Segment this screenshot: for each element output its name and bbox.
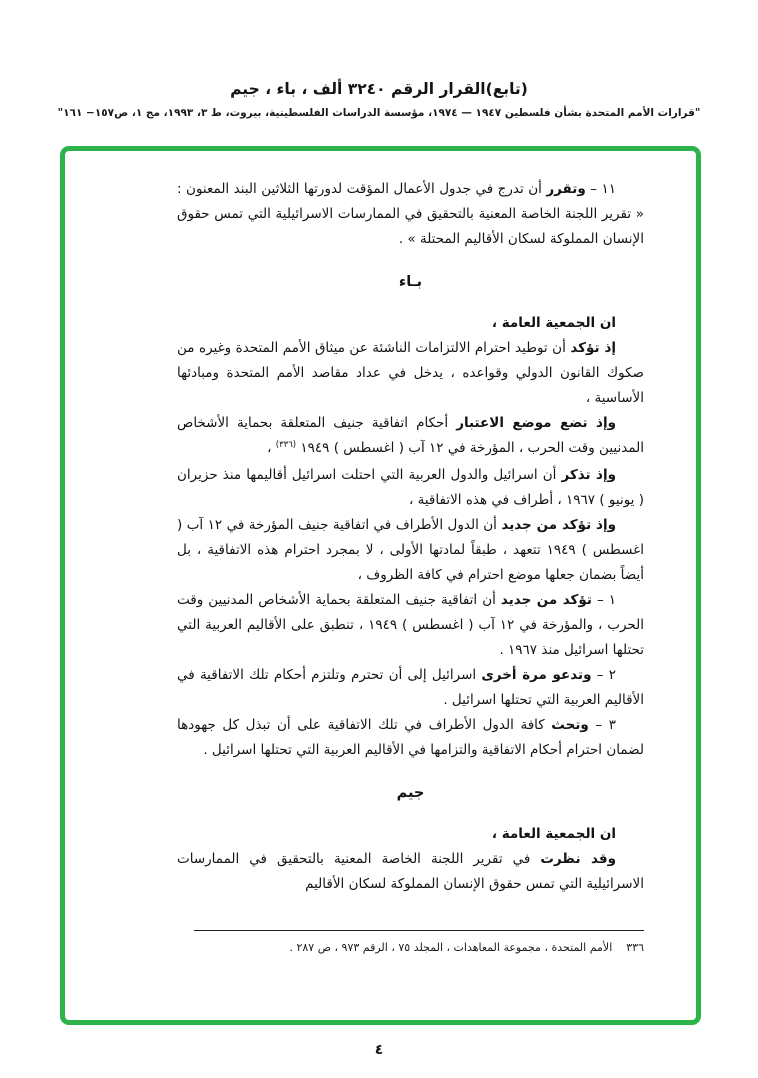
paragraph <box>177 663 644 713</box>
footnote-number: ٣٣٦ <box>626 941 644 954</box>
emphasis-text: وإذ تؤكد من جديد <box>501 517 616 533</box>
body-text: أن توطيد احترام الالتزامات الناشئة عن ميثاق الأمم المتحدة وغيره من صكوك القانون الدولي وقواعده ، يدخل في عداد مقاصد الأمم المتحدة ومبادئها الأساسية ، <box>177 340 644 406</box>
body-text: أن الدول الأطراف في اتفاقية جنيف المؤرخة في ١٢ آب ( اغسطس ) ١٩٤٩ تتعهد ، طبقاً لمادتها الأولى ، لا بمجرد احترام هذه الاتفاقية ، بل أيضاً بضمان جعلها موضع احترام في كافة الظروف ، <box>177 517 644 583</box>
paragraph <box>177 513 644 588</box>
emphasis-text: وقد نظرت <box>540 851 616 867</box>
body-text: أحكام اتفاقية جنيف المتعلقة بحماية الأشخاص المدنيين وقت الحرب ، المؤرخة في ١٢ آب ( اغسطس ) ١٩٤٩ <box>177 415 644 456</box>
body-text: ٢ – <box>591 667 616 683</box>
paragraph <box>177 588 644 663</box>
emphasis-text: وتدعو مرة أخرى <box>481 667 592 683</box>
paragraph <box>177 822 644 847</box>
body-text: في تقرير اللجنة الخاصة المعنية بالتحقيق في الممارسات الاسرائيلية التي تمس حقوق الإنسان المملوكة لسكان الأقاليم <box>177 851 644 892</box>
emphasis-text: وتقرر <box>546 181 586 197</box>
footnote-marker: (٣٣٦) <box>275 440 297 450</box>
content-frame <box>60 146 701 1025</box>
footnote <box>177 940 644 956</box>
emphasis-text: ان الجمعية العامة ، <box>491 826 616 842</box>
emphasis-text: وتحث <box>551 717 589 733</box>
footnote-divider <box>194 930 644 931</box>
resolution-text <box>177 177 644 897</box>
page-number: ٤ <box>374 1042 384 1058</box>
paragraph <box>177 463 644 513</box>
paragraph <box>177 311 644 336</box>
body-text: اسرائيل إلى أن تحترم وتلتزم أحكام تلك الاتفاقية في الأقاليم العربية التي تحتلها اسرائيل . <box>177 667 644 708</box>
paragraph <box>177 713 644 763</box>
paragraph <box>177 411 644 463</box>
body-text: ، <box>267 440 276 456</box>
paragraph <box>177 177 644 252</box>
body-text: ١١ – <box>585 181 616 197</box>
paragraph <box>177 336 644 411</box>
page-header <box>0 80 758 119</box>
body-text: أن تدرج في جدول الأعمال المؤقت لدورتها الثلاثين البند المعنون : « تقرير اللجنة الخاصة المعنية بالتحقيق في الممارسات الاسرائيلية التي تمس حقوق الإنسان المملوكة لسكان الأقاليم المحتلة » . <box>177 181 644 247</box>
footnote-text: الأمم المتحدة ، مجموعة المعاهدات ، المجلد ٧٥ ، الرقم ٩٧٣ ، ص ٢٨٧ . <box>289 941 613 954</box>
body-text: أن اتفاقية جنيف المتعلقة بحماية الأشخاص المدنيين وقت الحرب ، والمؤرخة في ١٢ آب ( اغسطس ) ١٩٤٩ ، تنطبق على الأقاليم العربية التي تحتلها اسرائيل منذ ١٩٦٧ . <box>177 592 644 658</box>
emphasis-text: وإذ تذكر <box>561 467 616 483</box>
footnote-area <box>177 930 644 956</box>
emphasis-text: تؤكد من جديد <box>500 592 592 608</box>
emphasis-text: وإذ تضع موضع الاعتبار <box>456 415 616 431</box>
emphasis-text: ان الجمعية العامة ، <box>491 315 616 331</box>
section-heading: بـاء <box>398 274 423 290</box>
emphasis-text: إذ تؤكد <box>570 340 617 356</box>
body-text: ١ – <box>591 592 616 608</box>
section-heading: جيم <box>396 785 425 801</box>
paragraph <box>177 847 644 897</box>
resolution-title: (تابع)القرار الرقم ٣٢٤٠ ألف ، باء ، جيم <box>230 80 528 98</box>
body-text: أن اسرائيل والدول العربية التي احتلت اسرائيل أقاليمها منذ حزيران ( يونيو ) ١٩٦٧ ، أطراف في هذه الاتفاقية ، <box>177 467 644 508</box>
body-text: ٣ – <box>588 717 616 733</box>
body-text: كافة الدول الأطراف في تلك الاتفاقية على أن تبذل كل جهودها لضمان احترام أحكام الاتفاقية والتزامها في الأقاليم العربية التي تحتلها اسرائيل . <box>177 717 644 758</box>
source-citation: "قرارات الأمم المتحدة بشأن فلسطين ١٩٤٧ — ١٩٧٤، مؤسسة الدراسات الفلسطينية، بيروت، ط ٣، ١٩٩٣، مج ١، ص١٥٧− ١٦١" <box>57 107 701 119</box>
